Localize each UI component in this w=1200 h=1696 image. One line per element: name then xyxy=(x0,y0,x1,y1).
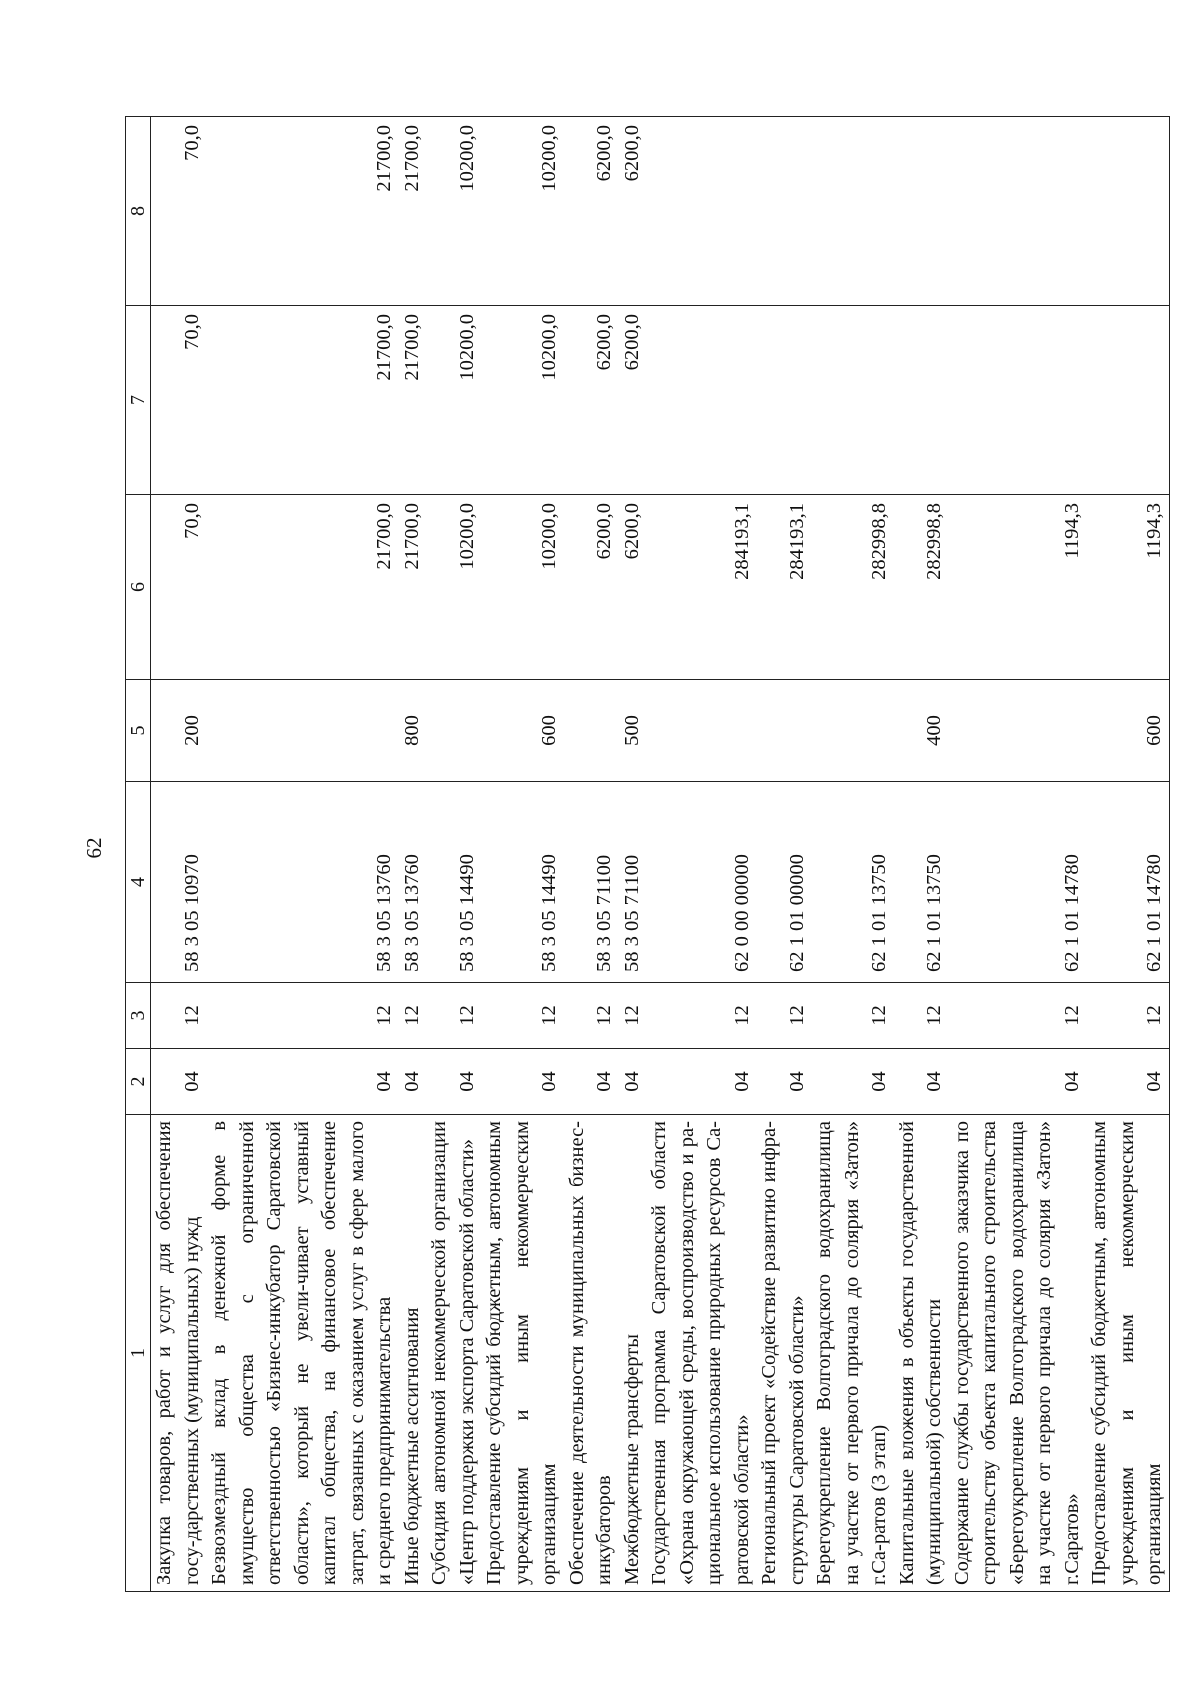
cell-subsection: 12 xyxy=(619,983,647,1049)
cell-amount-year-3: 6200,0 xyxy=(564,117,619,306)
page-number: 62 xyxy=(82,837,106,859)
filler-cell xyxy=(1169,680,1170,782)
cell-amount-year-1: 282998,8 xyxy=(894,495,949,680)
filler-cell xyxy=(1169,1049,1170,1115)
cell-target-article: 62 1 01 13750 xyxy=(811,782,894,983)
table-row xyxy=(399,117,427,1592)
cell-subsection: 12 xyxy=(894,983,949,1049)
cell-target-article: 58 3 05 14490 xyxy=(481,782,564,983)
cell-amount-year-3 xyxy=(646,117,756,306)
filler-cell xyxy=(1169,306,1170,495)
column-header: 1 xyxy=(126,1115,151,1592)
cell-target-article: 62 1 01 00000 xyxy=(756,782,811,983)
column-header: 2 xyxy=(126,1049,151,1115)
cell-expense-type: 600 xyxy=(481,680,564,782)
cell-section: 04 xyxy=(811,1049,894,1115)
cell-subsection: 12 xyxy=(399,983,427,1049)
cell-amount-year-2: 70,0 xyxy=(151,306,207,495)
cell-section: 04 xyxy=(426,1049,481,1115)
cell-amount-year-1: 21700,0 xyxy=(399,495,427,680)
cell-section: 04 xyxy=(564,1049,619,1115)
cell-name: Закупка товаров, работ и услуг для обеспечения госу-дарственных (муниципальных) нужд xyxy=(151,1115,207,1592)
filler-cell xyxy=(1169,495,1170,680)
cell-amount-year-2: 6200,0 xyxy=(564,306,619,495)
cell-amount-year-3: 70,0 xyxy=(151,117,207,306)
cell-amount-year-2 xyxy=(949,306,1087,495)
cell-name: Безвозмездный вклад в денежной форме в имущество общества с ограниченной ответственностью «Бизнес-инкубатор Саратовской области», который не увели-чивает уставный капитал общества, на финансовое обеспечение затрат, связанных с оказанием услуг в сфере малого и среднего предпринимательства xyxy=(206,1115,399,1592)
table-row xyxy=(894,117,949,1592)
cell-amount-year-3 xyxy=(894,117,949,306)
table-row xyxy=(564,117,619,1592)
cell-amount-year-1: 10200,0 xyxy=(426,495,481,680)
cell-expense-type: 800 xyxy=(399,680,427,782)
cell-expense-type: 400 xyxy=(894,680,949,782)
filler-cell xyxy=(1169,983,1170,1049)
cell-amount-year-3 xyxy=(949,117,1087,306)
cell-target-article: 58 3 05 10970 xyxy=(151,782,207,983)
cell-amount-year-3: 10200,0 xyxy=(426,117,481,306)
cell-section: 04 xyxy=(399,1049,427,1115)
cell-name: Обеспечение деятельности муниципальных бизнес-инкубаторов xyxy=(564,1115,619,1592)
cell-name: Субсидия автономной некоммерческой организации «Центр поддержки экспорта Саратовской области» xyxy=(426,1115,481,1592)
cell-amount-year-2 xyxy=(756,306,811,495)
cell-name: Предоставление субсидий бюджетным, автономным учреждениям и иным некоммерческим организациям xyxy=(1086,1115,1169,1592)
column-header: 5 xyxy=(126,680,151,782)
cell-target-article: 58 3 05 13760 xyxy=(206,782,399,983)
cell-target-article: 62 1 01 14780 xyxy=(1086,782,1169,983)
cell-expense-type: 600 xyxy=(1086,680,1169,782)
cell-amount-year-2 xyxy=(811,306,894,495)
cell-amount-year-3 xyxy=(1086,117,1169,306)
column-header: 3 xyxy=(126,983,151,1049)
cell-target-article: 58 3 05 71100 xyxy=(619,782,647,983)
table-row xyxy=(646,117,756,1592)
cell-subsection: 12 xyxy=(811,983,894,1049)
cell-target-article: 62 1 01 13750 xyxy=(894,782,949,983)
cell-amount-year-3: 21700,0 xyxy=(206,117,399,306)
filler-cell xyxy=(1169,1115,1170,1592)
cell-amount-year-1: 284193,1 xyxy=(646,495,756,680)
cell-amount-year-2: 6200,0 xyxy=(619,306,647,495)
table-row xyxy=(949,117,1087,1592)
column-header: 4 xyxy=(126,782,151,983)
cell-subsection: 12 xyxy=(646,983,756,1049)
column-header: 6 xyxy=(126,495,151,680)
cell-amount-year-2: 10200,0 xyxy=(481,306,564,495)
cell-name: Содержание службы государственного заказчика по строительству объекта капитального строительства «Берегоукрепление Волгоградского водохранилища на участке от первого причала до солярия «Затон» г.Саратов» xyxy=(949,1115,1087,1592)
cell-subsection: 12 xyxy=(426,983,481,1049)
table-filler-row xyxy=(1169,117,1170,1592)
cell-amount-year-3: 6200,0 xyxy=(619,117,647,306)
cell-amount-year-2 xyxy=(894,306,949,495)
cell-amount-year-2: 21700,0 xyxy=(399,306,427,495)
cell-subsection: 12 xyxy=(151,983,207,1049)
table-row xyxy=(426,117,481,1592)
table-row xyxy=(206,117,399,1592)
cell-expense-type xyxy=(811,680,894,782)
cell-amount-year-1: 284193,1 xyxy=(756,495,811,680)
cell-amount-year-1: 1194,3 xyxy=(1086,495,1169,680)
cell-amount-year-2 xyxy=(646,306,756,495)
cell-subsection: 12 xyxy=(481,983,564,1049)
cell-expense-type: 500 xyxy=(619,680,647,782)
cell-amount-year-1: 282998,8 xyxy=(811,495,894,680)
cell-amount-year-2: 21700,0 xyxy=(206,306,399,495)
cell-section: 04 xyxy=(894,1049,949,1115)
cell-name: Региональный проект «Содействие развитию инфра-структуры Саратовской области» xyxy=(756,1115,811,1592)
cell-amount-year-3 xyxy=(811,117,894,306)
table-row xyxy=(756,117,811,1592)
table-row xyxy=(811,117,894,1592)
cell-subsection: 12 xyxy=(564,983,619,1049)
cell-name: Берегоукрепление Волгоградского водохранилища на участке от первого причала до солярия «Затон» г.Са-ратов (3 этап) xyxy=(811,1115,894,1592)
filler-cell xyxy=(1169,117,1170,306)
filler-cell xyxy=(1169,782,1170,983)
cell-subsection: 12 xyxy=(206,983,399,1049)
cell-target-article: 62 1 01 14780 xyxy=(949,782,1087,983)
cell-expense-type xyxy=(564,680,619,782)
cell-section: 04 xyxy=(756,1049,811,1115)
cell-amount-year-2: 10200,0 xyxy=(426,306,481,495)
cell-amount-year-1: 1194,3 xyxy=(949,495,1087,680)
budget-table xyxy=(125,116,1170,1592)
cell-expense-type xyxy=(206,680,399,782)
table-row xyxy=(619,117,647,1592)
column-header: 7 xyxy=(126,306,151,495)
cell-amount-year-2 xyxy=(1086,306,1169,495)
cell-amount-year-1: 6200,0 xyxy=(564,495,619,680)
cell-target-article: 58 3 05 14490 xyxy=(426,782,481,983)
header-row xyxy=(126,117,151,1592)
cell-name: Капитальные вложения в объекты государственной (муниципальной) собственности xyxy=(894,1115,949,1592)
cell-expense-type xyxy=(646,680,756,782)
cell-section: 04 xyxy=(1086,1049,1169,1115)
cell-section: 04 xyxy=(949,1049,1087,1115)
cell-expense-type xyxy=(949,680,1087,782)
cell-name: Предоставление субсидий бюджетным, автономным учреждениям и иным некоммерческим организациям xyxy=(481,1115,564,1592)
cell-section: 04 xyxy=(481,1049,564,1115)
cell-expense-type xyxy=(756,680,811,782)
table-row xyxy=(151,117,207,1592)
column-header: 8 xyxy=(126,117,151,306)
cell-amount-year-3 xyxy=(756,117,811,306)
cell-target-article: 58 3 05 71100 xyxy=(564,782,619,983)
cell-subsection: 12 xyxy=(949,983,1087,1049)
cell-target-article: 62 0 00 00000 xyxy=(646,782,756,983)
cell-amount-year-1: 6200,0 xyxy=(619,495,647,680)
cell-subsection: 12 xyxy=(1086,983,1169,1049)
cell-amount-year-1: 70,0 xyxy=(151,495,207,680)
cell-amount-year-1: 21700,0 xyxy=(206,495,399,680)
cell-amount-year-1: 10200,0 xyxy=(481,495,564,680)
table-row xyxy=(481,117,564,1592)
cell-section: 04 xyxy=(646,1049,756,1115)
cell-section: 04 xyxy=(619,1049,647,1115)
cell-expense-type xyxy=(426,680,481,782)
cell-name: Государственная программа Саратовской области «Охрана окружающей среды, воспроизводство и ра-циональное использование природных ресурсов Са-ратовской области» xyxy=(646,1115,756,1592)
cell-expense-type: 200 xyxy=(151,680,207,782)
cell-name: Иные бюджетные ассигнования xyxy=(399,1115,427,1592)
cell-section: 04 xyxy=(206,1049,399,1115)
cell-target-article: 58 3 05 13760 xyxy=(399,782,427,983)
cell-section: 04 xyxy=(151,1049,207,1115)
cell-name: Межбюджетные трансферты xyxy=(619,1115,647,1592)
cell-subsection: 12 xyxy=(756,983,811,1049)
table-row xyxy=(1086,117,1169,1592)
cell-amount-year-3: 21700,0 xyxy=(399,117,427,306)
cell-amount-year-3: 10200,0 xyxy=(481,117,564,306)
